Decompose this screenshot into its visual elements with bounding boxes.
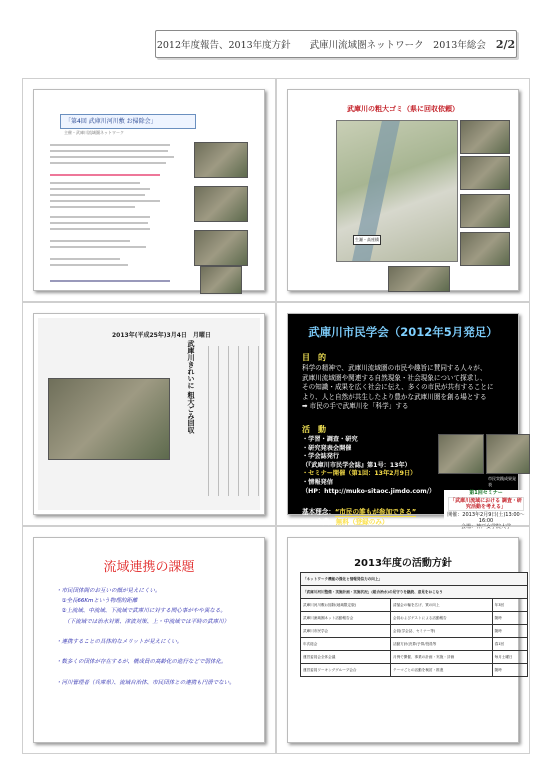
society-photo bbox=[486, 434, 530, 474]
purpose-label: 目 的 bbox=[302, 353, 326, 362]
slide-cell-2 bbox=[276, 78, 530, 302]
fee-text: 無料（登録のみ） bbox=[335, 518, 389, 526]
text-line bbox=[50, 222, 148, 224]
text-line bbox=[50, 194, 145, 196]
seminar-title: 第1回セミナー bbox=[469, 490, 503, 496]
activity-label: 活 動 bbox=[302, 425, 326, 434]
purpose-line: ➡ 市民の手で武庫川を「科学」する bbox=[302, 402, 409, 410]
slide-cell-3 bbox=[22, 302, 276, 526]
issue-line bbox=[56, 668, 276, 678]
table-cell: 随時 bbox=[492, 664, 527, 677]
page-number: 2/2 bbox=[495, 37, 516, 51]
table-cell: 会員およびゲストによる活動報告 bbox=[391, 612, 493, 625]
cleanup-photo bbox=[194, 186, 248, 222]
text-line bbox=[50, 150, 168, 152]
cleanup-photo bbox=[194, 230, 248, 266]
table-row bbox=[301, 651, 528, 664]
activity-item: （『武庫川市民学会誌』第1号：13年） bbox=[302, 461, 411, 469]
table-cell: 武庫川市民学会 bbox=[301, 625, 391, 638]
text-line bbox=[50, 182, 140, 184]
cleanup-sub: 主催・武庫川流域圏ネットワーク bbox=[64, 130, 124, 135]
seminar-where: 会場：神戸女学院大学 bbox=[460, 524, 511, 530]
table-cell: 清掃会の輪を広げ、質の向上 bbox=[391, 599, 493, 612]
purpose-text bbox=[302, 364, 530, 412]
text-line bbox=[50, 216, 150, 218]
issue-line bbox=[56, 647, 276, 657]
table-row bbox=[301, 638, 528, 651]
slide-citizen-society bbox=[287, 313, 525, 530]
society-title: 武庫川市民学会（2012年5月発足） bbox=[308, 325, 498, 339]
slide-cell-1 bbox=[22, 78, 276, 302]
garbage-photo bbox=[388, 266, 450, 292]
table-cell: 年次総会 bbox=[301, 638, 391, 651]
garbage-photo bbox=[460, 120, 510, 154]
slide-cell-4 bbox=[276, 302, 530, 530]
cleanup-photo bbox=[194, 142, 248, 178]
table-row bbox=[301, 599, 528, 612]
table-cell: 年3回 bbox=[492, 599, 527, 612]
slide-newspaper bbox=[33, 313, 265, 515]
issue-line: ・連携することの具体的なメリットが見えにくい。 bbox=[56, 639, 183, 646]
text-line bbox=[50, 258, 120, 260]
basic-principle bbox=[302, 506, 416, 526]
table-cell: 随時 bbox=[492, 625, 527, 638]
issue-line: ・市民団体間のお互いの顔が見えにくい。 bbox=[56, 588, 161, 594]
purpose-line: より、人と自然が共生したより豊かな武庫川圏を創る場とする bbox=[302, 392, 487, 401]
table-cell: 武庫川流域圏ネット活動報告会 bbox=[301, 612, 391, 625]
text-column bbox=[238, 346, 239, 496]
table-cell: 毎月土曜日 bbox=[492, 651, 527, 664]
cleanup-banner: 「第4回 武庫川河川敷 お掃除会」 bbox=[60, 114, 196, 129]
activity-item: （HP：http://muko-sitaoc.jimdo.com/） bbox=[302, 487, 436, 495]
table-cell: 会員(学会誌、セミナー等) bbox=[391, 625, 493, 638]
table-row bbox=[301, 612, 528, 625]
issues-list bbox=[56, 586, 276, 688]
text-line bbox=[50, 174, 160, 176]
text-line bbox=[50, 240, 130, 242]
table-row bbox=[301, 664, 528, 677]
table-cell: 随時 bbox=[492, 612, 527, 625]
map-caption: 生瀬・高座橋 bbox=[353, 235, 381, 245]
policy-title: 2013年度の活動方針 bbox=[354, 558, 452, 569]
garbage-photo bbox=[460, 156, 510, 190]
activity-item: ・学会誌発行 bbox=[302, 453, 340, 461]
text-line bbox=[50, 264, 128, 266]
activity-item: ・セミナー開催（第1回：13年2月9日） bbox=[302, 470, 417, 478]
issue-line bbox=[56, 627, 276, 637]
table-cell: 「ネットワーク機能の強化と情報発信力の向上」 bbox=[301, 573, 528, 586]
header-title: 2012年度報告、2013年度方針 武庫川流域圏ネットワーク 2013年総会 bbox=[156, 40, 486, 51]
newspaper-date: 2013年(平成25年)3月4日 月曜日 bbox=[112, 332, 211, 339]
table-row bbox=[301, 573, 528, 586]
table-cell: 運営委員会全体会議 bbox=[301, 651, 391, 664]
table-cell: 武庫川河川敷お掃除(地域限定版) bbox=[301, 599, 391, 612]
newspaper-headline: 武庫川きれいに 粗大ごみ回収 bbox=[187, 340, 195, 434]
issue-line: ②上流域、中流域、下流域で武庫川に対する関心事がやや異なる。 bbox=[56, 608, 226, 615]
newspaper-clip bbox=[38, 318, 260, 510]
activity-item: ・情報発信 bbox=[302, 478, 333, 486]
activity-list bbox=[302, 436, 435, 496]
issues-title: 流域連携の課題 bbox=[103, 560, 195, 575]
text-line bbox=[50, 206, 135, 208]
table-cell: テーマごとの活動を検討・推進 bbox=[391, 664, 493, 677]
text-line bbox=[50, 246, 146, 248]
page-header bbox=[155, 30, 517, 58]
river-map bbox=[336, 120, 458, 262]
table-cell: 運営委員ワーキンググループ会合 bbox=[301, 664, 391, 677]
activity-item: ・研究発表会開催 bbox=[302, 444, 352, 452]
society-photo bbox=[438, 434, 484, 474]
table-row bbox=[301, 625, 528, 638]
table-cell: 月例で開催、事業の計画・実施・評価 bbox=[391, 651, 493, 664]
activity-item: ・学習・調査・研究 bbox=[302, 436, 358, 443]
garbage-title: 武庫川の粗大ゴミ（県に回収依頼） bbox=[347, 105, 459, 113]
cleanup-photo bbox=[200, 266, 242, 294]
seminar-box bbox=[444, 490, 528, 530]
text-column bbox=[258, 346, 259, 496]
table-row bbox=[301, 586, 528, 599]
purpose-line: 武庫川流域圏や関連する自然現象・社会現象について探求し、 bbox=[302, 373, 487, 382]
text-line bbox=[50, 280, 170, 282]
text-column bbox=[228, 346, 229, 496]
text-column bbox=[208, 346, 209, 496]
slide-cell-5 bbox=[22, 526, 276, 754]
policy-table bbox=[300, 572, 528, 677]
table-cell: 春1回 bbox=[492, 638, 527, 651]
purpose-line: 科学の精神で、武庫川流域圏の市民や趣旨に賛同する人々が、 bbox=[302, 364, 487, 372]
issue-line: ・数多くの団体が存在するが、構成員の高齢化の進行などで弱体化。 bbox=[56, 659, 227, 666]
slide-policy bbox=[287, 537, 519, 743]
slide-cell-6 bbox=[276, 526, 530, 754]
text-line bbox=[50, 228, 150, 230]
slide-issues bbox=[33, 537, 265, 743]
basic-text: “市民の誰もが参加できる” bbox=[334, 508, 417, 516]
seminar-theme: 「武庫川流域における 調査・研究活動を考える」 bbox=[448, 497, 524, 511]
text-column bbox=[248, 346, 249, 496]
text-line bbox=[50, 162, 166, 164]
fee-label: 会費： bbox=[316, 518, 336, 526]
text-line bbox=[50, 200, 160, 202]
table-cell: 活動方針(決算/予算/役員等 bbox=[391, 638, 493, 651]
text-column bbox=[218, 346, 219, 496]
text-line bbox=[50, 156, 174, 158]
text-line bbox=[50, 188, 150, 190]
issue-line: ・河川管理者（兵庫県）、流域自治体、市民団体との連携も円滑でない。 bbox=[56, 679, 235, 686]
garbage-photo bbox=[460, 194, 510, 228]
garbage-photo bbox=[460, 232, 510, 266]
purpose-line: その知識・成果を広く社会に伝え、多くの市民が共有することに bbox=[302, 383, 494, 391]
photo-caption: 市民実践成果発表 bbox=[488, 476, 516, 487]
newspaper-photo bbox=[48, 378, 170, 460]
table-cell: 「武庫川河川整備・実施計画・実施状況」(総合治水)の見守りを継続、意見をおこなう bbox=[301, 586, 528, 599]
issue-line: （下流域では治水対策、津波対策、上・中流域では平時の武庫川） bbox=[56, 618, 230, 625]
slide-cleanup bbox=[33, 89, 265, 291]
issue-line: ①全長66Kmという物理的距離 bbox=[56, 598, 138, 605]
text-line bbox=[50, 144, 170, 146]
seminar-when: 開催：2013年2月9日(土)13:00～16:00 bbox=[447, 512, 525, 524]
slide-garbage bbox=[287, 89, 519, 291]
basic-label: 基本理念： bbox=[302, 508, 335, 516]
